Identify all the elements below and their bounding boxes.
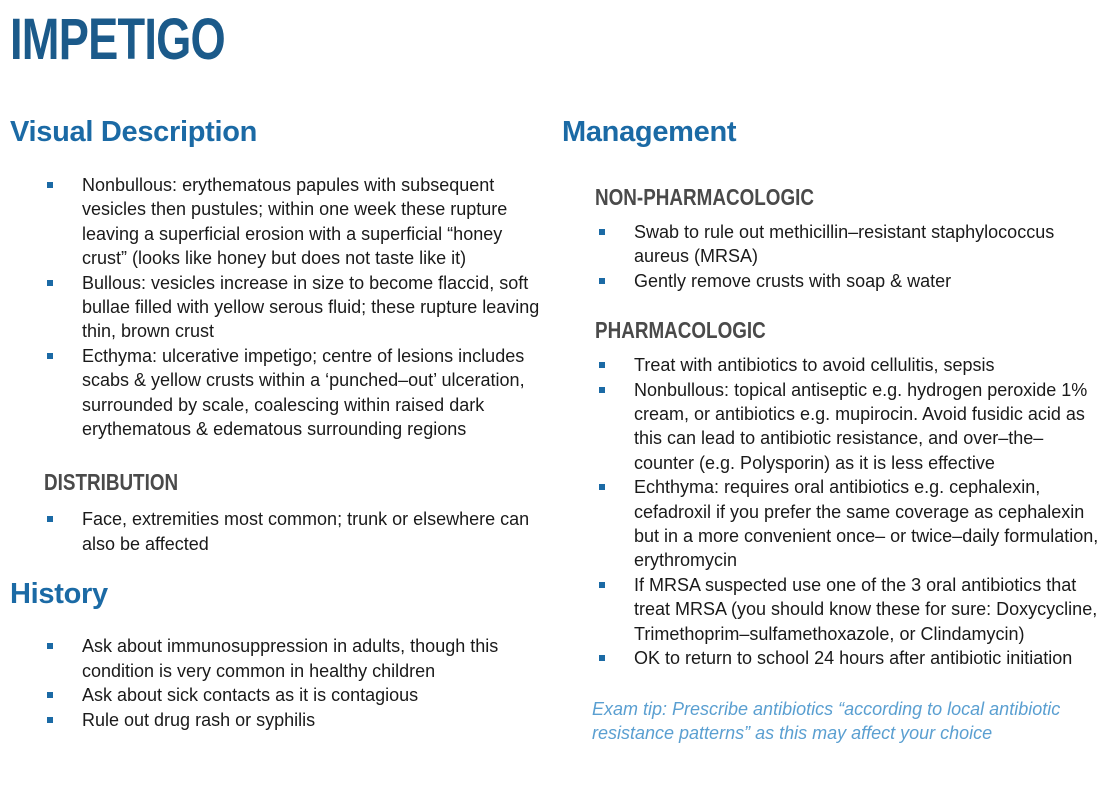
visual-description-list [10,173,545,441]
bullet-icon [599,484,605,490]
list-item [10,634,545,683]
bullet-icon [47,353,53,359]
bullet-icon [47,182,53,188]
bullet-icon [599,387,605,393]
list-item-text: Swab to rule out methicillin–resistant staphylococcus aureus (MRSA) [634,222,1055,267]
distribution-list [10,507,545,556]
bullet-icon [599,582,605,588]
list-item [562,269,1100,293]
visual-description-heading: Visual Description [10,116,258,148]
bullet-icon [47,280,53,286]
non-pharmacologic-list [562,220,1100,293]
bullet-icon [599,655,605,661]
list-item-text: Nonbullous: erythematous papules with subsequent vesicles then pustules; within one week these rupture leaving a superficial erosion with a superficial “honey crust” (looks like honey but does not taste like it) [82,175,508,269]
list-item-text: Face, extremities most common; trunk or elsewhere can also be affected [82,509,530,554]
list-item [562,378,1100,476]
list-item [10,271,545,344]
pharmacologic-list [562,353,1100,670]
list-item-text: Bullous: vesicles increase in size to become flaccid, soft bullae filled with yellow serous fluid; these rupture leaving thin, brown crust [82,272,540,342]
management-heading: Management [562,116,737,148]
list-item [562,220,1100,269]
list-item-text: Ecthyma: ulcerative impetigo; centre of lesions includes scabs & yellow crusts within a ‘punched–out’ ulceration, surrounded by scale, coalescing within raised dark erythematous & edematous surrounding regions [82,345,525,440]
list-item [562,475,1100,573]
list-item [562,573,1100,646]
list-item [10,173,545,271]
list-item-text: Gently remove crusts with soap & water [634,270,952,291]
bullet-icon [599,229,605,235]
list-item [562,646,1100,670]
bullet-icon [47,516,53,522]
list-item-text: Nonbullous: topical antiseptic e.g. hydrogen peroxide 1% cream, or antibiotics e.g. mupirocin. Avoid fusidic acid as this can lead to antibiotic resistance, and over–the–counter (e.g. Polysporin) as it is less effective [634,379,1088,473]
list-item [562,353,1100,377]
right-column [562,112,1100,745]
left-column [10,112,545,732]
page-title: IMPETIGO [10,7,225,72]
non-pharmacologic-heading: NON-PHARMACOLOGIC [595,184,814,210]
list-item-text: OK to return to school 24 hours after antibiotic initiation [634,648,1073,669]
distribution-heading: DISTRIBUTION [44,469,179,496]
bullet-icon [47,692,53,698]
bullet-icon [47,643,53,649]
list-item [10,683,545,707]
list-item-text: Ask about immunosuppression in adults, though this condition is very common in healthy children [82,636,499,681]
pharmacologic-heading: PHARMACOLOGIC [595,317,766,344]
list-item [10,708,545,732]
history-heading: History [10,578,108,611]
list-item-text: Rule out drug rash or syphilis [82,709,316,730]
exam-tip: Exam tip: Prescribe antibiotics “according to local antibiotic resistance patterns” as this may affect your choice [592,698,1061,743]
history-list [10,634,545,732]
list-item [10,507,545,556]
list-item-text: Echthyma: requires oral antibiotics e.g. cephalexin, cefadroxil if you prefer the same coverage as cephalexin but in a more convenient once– or twice–daily formulation, erythromycin [634,477,1099,571]
list-item-text: Ask about sick contacts as it is contagious [82,685,419,706]
bullet-icon [599,278,605,284]
bullet-icon [47,717,53,723]
list-item [10,344,545,442]
list-item-text: Treat with antibiotics to avoid cellulitis, sepsis [634,355,995,376]
bullet-icon [599,362,605,368]
list-item-text: If MRSA suspected use one of the 3 oral antibiotics that treat MRSA (you should know these for sure: Doxycycline, Trimethoprim–sulfamethoxazole, or Clindamycin) [634,574,1098,644]
